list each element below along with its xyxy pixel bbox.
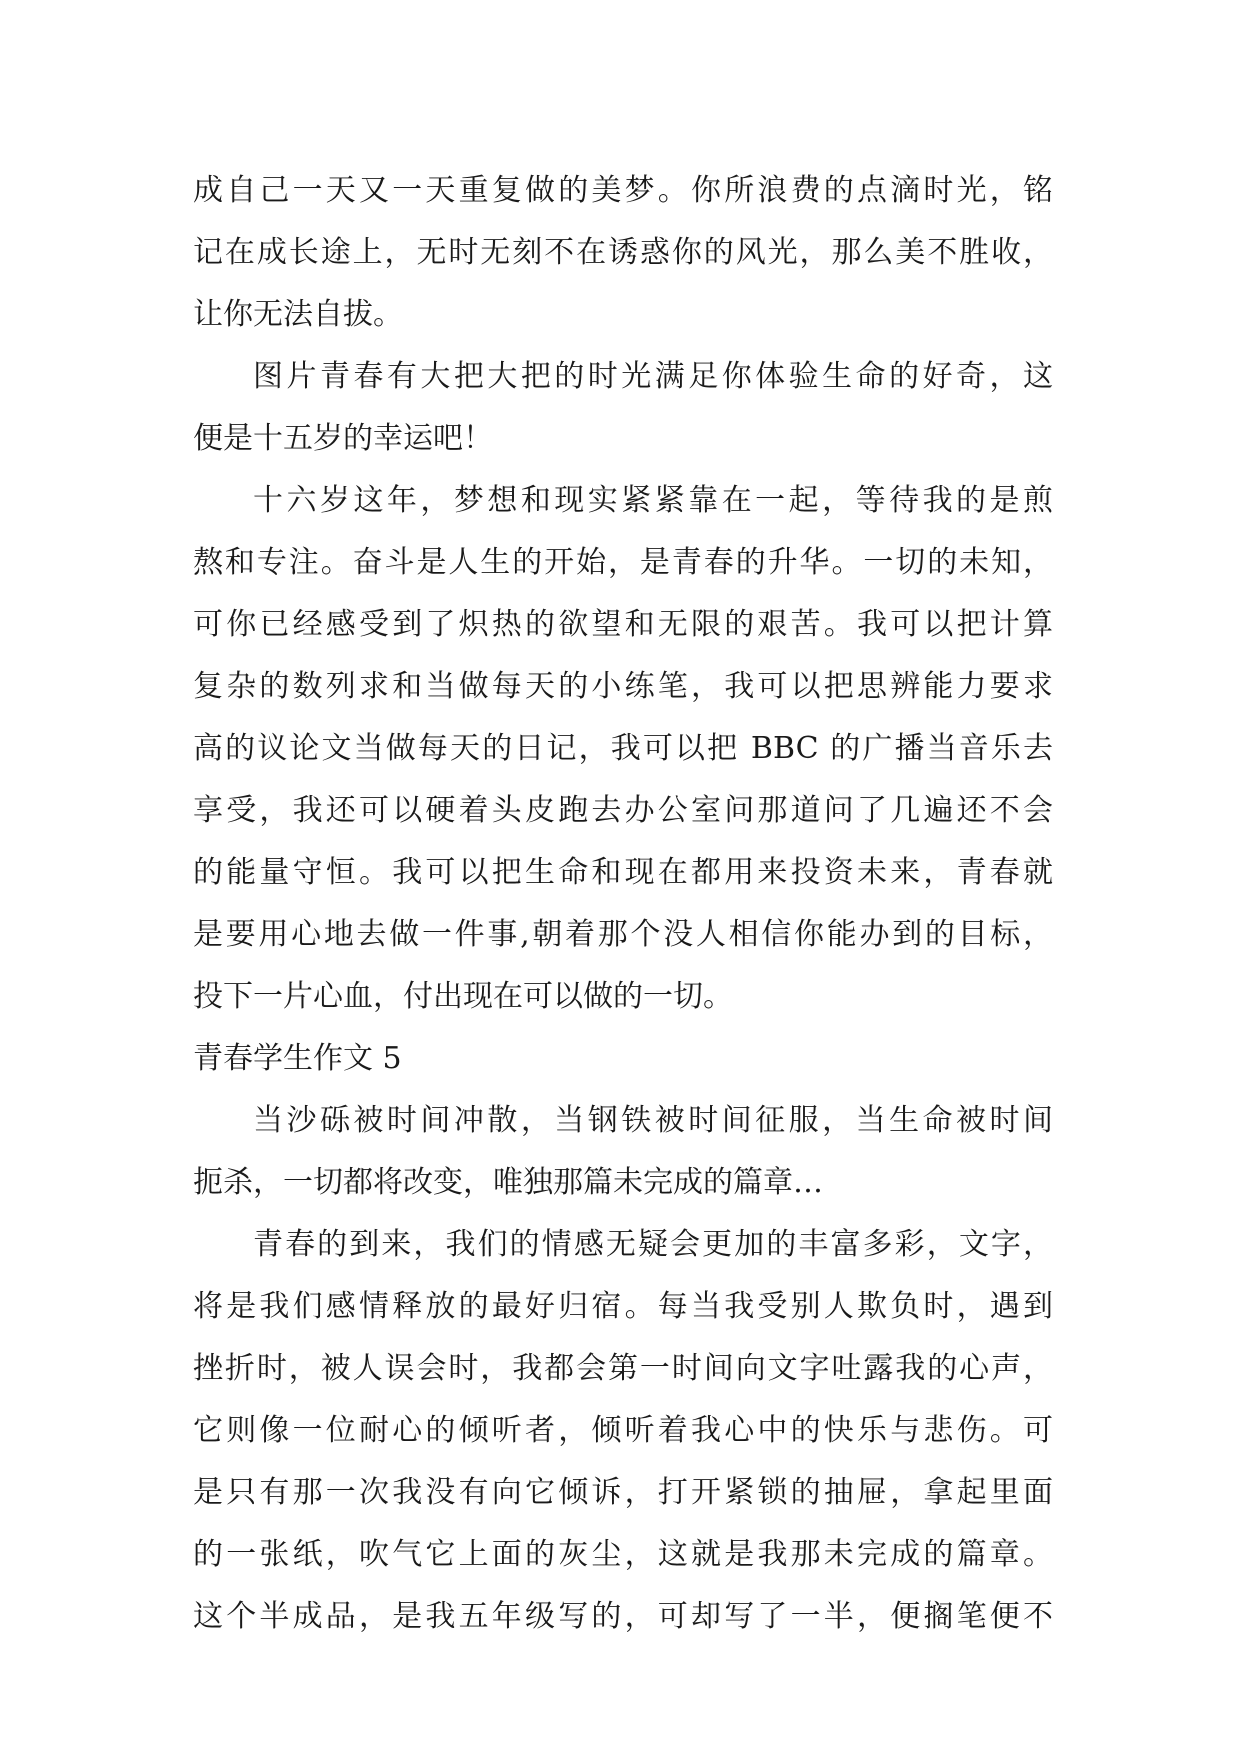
- text-line: 扼杀，一切都将改变，唯独那篇未完成的篇章…: [193, 1165, 823, 1200]
- text-line: 挫折时，被人误会时，我都会第一时间向文字吐露我的心声，: [193, 1351, 1053, 1386]
- text-line: 十六岁这年，梦想和现实紧紧靠在一起，等待我的是煎: [253, 483, 1053, 518]
- text-line: 可你已经感受到了炽热的欲望和无限的艰苦。我可以把计算: [193, 607, 1053, 642]
- text-line: 高的议论文当做每天的日记，我可以把 BBC 的广播当音乐去: [193, 731, 1053, 766]
- text-line: 熬和专注。奋斗是人生的开始，是青春的升华。一切的未知，: [193, 545, 1053, 580]
- text-line: 青春的到来，我们的情感无疑会更加的丰富多彩，文字，: [253, 1227, 1053, 1262]
- text-line: 它则像一位耐心的倾听者，倾听着我心中的快乐与悲伤。可: [193, 1413, 1053, 1448]
- text-line: 记在成长途上，无时无刻不在诱惑你的风光，那么美不胜收，: [193, 235, 1053, 270]
- text-line: 的能量守恒。我可以把生命和现在都用来投资未来，青春就: [193, 855, 1053, 890]
- text-line: 复杂的数列求和当做每天的小练笔，我可以把思辨能力要求: [193, 669, 1053, 704]
- text-line: 的一张纸，吹气它上面的灰尘，这就是我那未完成的篇章。: [193, 1537, 1053, 1572]
- text-line: 将是我们感情释放的最好归宿。每当我受别人欺负时，遇到: [193, 1289, 1053, 1324]
- text-line: 这个半成品，是我五年级写的，可却写了一半，便搁笔便不: [193, 1599, 1053, 1634]
- document-body: [193, 160, 1053, 1648]
- text-line: 图片青春有大把大把的时光满足你体验生命的好奇，这: [253, 359, 1053, 394]
- text-line: 是要用心地去做一件事,朝着那个没人相信你能办到的目标，: [193, 917, 1053, 952]
- text-line: 便是十五岁的幸运吧！: [193, 421, 493, 456]
- text-line: 是只有那一次我没有向它倾诉，打开紧锁的抽屉，拿起里面: [193, 1475, 1053, 1510]
- text-line: 让你无法自拔。: [193, 297, 403, 332]
- text-line: 当沙砾被时间冲散，当钢铁被时间征服，当生命被时间: [253, 1103, 1053, 1138]
- text-line: 投下一片心血，付出现在可以做的一切。: [193, 979, 733, 1014]
- text-line: 成自己一天又一天重复做的美梦。你所浪费的点滴时光，铭: [193, 173, 1053, 208]
- text-line: 享受，我还可以硬着头皮跑去办公室问那道问了几遍还不会: [193, 793, 1053, 828]
- section-heading: 青春学生作文 5: [193, 1041, 402, 1076]
